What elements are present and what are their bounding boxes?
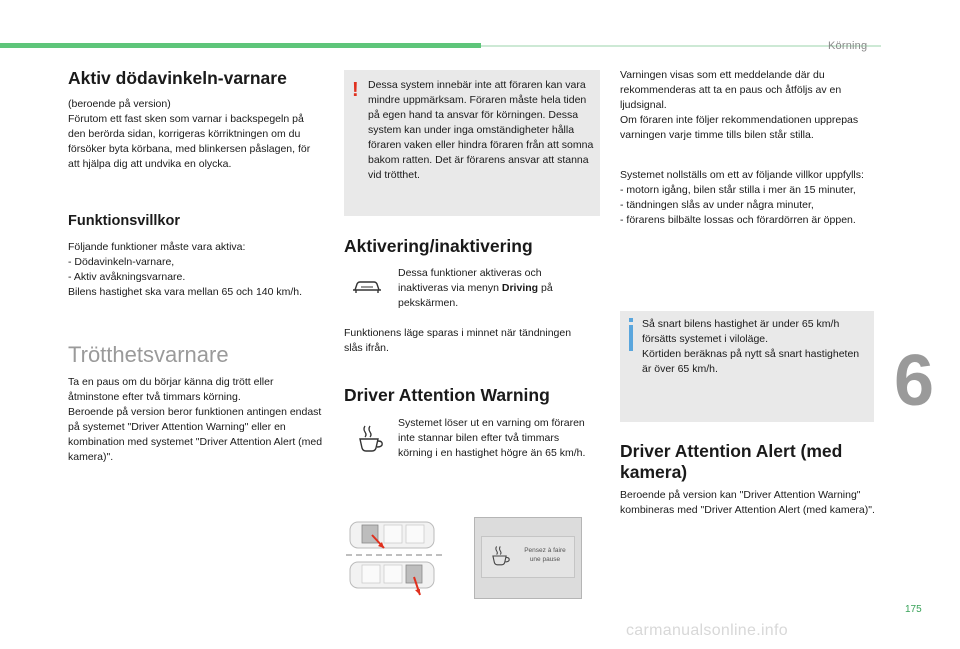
watermark: carmanualsonline.info	[626, 622, 788, 639]
fatigue-text	[68, 375, 326, 465]
driving-menu-label: Driving	[501, 282, 539, 294]
info-note-line: Körtiden beräknas på nytt så snart hastigheten är över 65 km/h.	[642, 348, 860, 375]
screen-message-text: Pensez à faire une pause	[524, 547, 566, 563]
activation-title: Aktivering/inaktivering	[344, 236, 533, 256]
warning-icon: !	[352, 79, 359, 101]
info-icon-dot	[629, 318, 633, 322]
screen-message-box	[481, 536, 575, 578]
dac-text: Beroende på version kan "Driver Attention Warning" kombineras med "Driver Attention Alert (med kamera)".	[620, 489, 875, 516]
conditions-line: - Dödavinkeln-varnare,	[68, 256, 175, 268]
section-color-bar-thin	[481, 45, 881, 47]
reset-conditions-text	[620, 168, 876, 228]
conditions-title: Funktionsvillkor	[68, 213, 180, 229]
fatigue-line: Beroende på version beror funktionen antingen endast på systemet "Driver Attention Warning" eller en kombination med systemet "Driver Attention Alert (med kamera)".	[68, 406, 323, 463]
info-note-text	[642, 317, 870, 377]
blind-spot-title: Aktiv dödavinkeln-varnare	[68, 68, 287, 88]
dac-title: Driver Attention Alert (med kamera)	[620, 441, 843, 482]
col3-p2-line: - motorn igång, bilen står stilla i mer än 15 minuter,	[620, 184, 856, 196]
conditions-line: Bilens hastighet ska vara mellan 65 och 140 km/h.	[68, 286, 303, 298]
intro-line: Förutom ett fast sken som varnar i backspegeln på den berörda sidan, korrigeras körriktningen om du försöker byta körbana, med blinkersen påslagen, för att hjälpa dig att undvika en olycka.	[68, 113, 311, 170]
memory-text: Funktionens läge sparas i minnet när tändningen slås ifrån.	[344, 327, 572, 354]
col1-title-wrap	[68, 68, 328, 89]
activation-text-pre: Dessa funktioner aktiveras och inaktiveras via menyn	[398, 267, 542, 294]
conditions-title-wrap	[68, 213, 180, 229]
chapter-number: 6	[894, 341, 935, 421]
warning-display-text	[620, 68, 876, 143]
warning-note-text: Dessa system innebär inte att föraren kan vara mindre uppmärksam. Föraren måste hela tiden på egen hand ta ansvar för körningen. Dessa system kan under inga omständigheter hålla föraren vaken eller hindra föraren från att somna bakom ratten. Det är förarens ansvar att stanna vid trötthet.	[368, 79, 594, 181]
coffee-cup-icon	[490, 545, 512, 572]
col3-p2-line: - tändningen slås av under några minuter,	[620, 199, 814, 211]
col3-p2-line: - förarens bilbälte lossas och förardörren är öppen.	[620, 214, 856, 226]
conditions-line: - Aktiv avåkningsvarnare.	[68, 271, 186, 283]
intro-line: (beroende på version)	[68, 98, 171, 110]
fatigue-title: Trötthetsvarnare	[68, 342, 229, 367]
fatigue-line: Ta en paus om du börjar känna dig trött eller åtminstone efter två timmars körning.	[68, 376, 274, 403]
page-number: 175	[905, 604, 922, 615]
info-icon	[629, 325, 633, 351]
info-note	[620, 311, 874, 422]
conditions-line: Följande funktioner måste vara aktiva:	[68, 241, 246, 253]
car-icon	[352, 279, 382, 295]
warning-note	[344, 70, 600, 216]
activation-text-post: på pekskärmen.	[398, 282, 553, 309]
conditions-text	[68, 240, 324, 300]
section-color-bar	[0, 43, 481, 48]
blind-spot-intro	[68, 97, 324, 172]
section-label: Körning	[828, 40, 868, 52]
lane-diagram	[344, 517, 444, 597]
screen-illustration	[474, 517, 582, 599]
info-note-line: Så snart bilens hastighet är under 65 km/h försätts systemet i viloläge.	[642, 318, 840, 345]
activation-text	[398, 266, 588, 311]
daw-text: Systemet löser ut en varning om föraren inte stannar bilen efter två timmars körning i en hastighet högre än 65 km/h.	[398, 417, 586, 459]
col3-p1-line: Varningen visas som ett meddelande där du rekommenderas att ta en paus och åtföljs av en ljudsignal.	[620, 69, 842, 111]
col3-p1-line: Om föraren inte följer rekommendationen upprepas varningen varje timme tills bilen står stilla.	[620, 114, 859, 141]
coffee-cup-icon	[356, 424, 386, 454]
daw-title: Driver Attention Warning	[344, 385, 550, 405]
col3-p2-line: Systemet nollställs om ett av följande villkor uppfylls:	[620, 169, 864, 181]
